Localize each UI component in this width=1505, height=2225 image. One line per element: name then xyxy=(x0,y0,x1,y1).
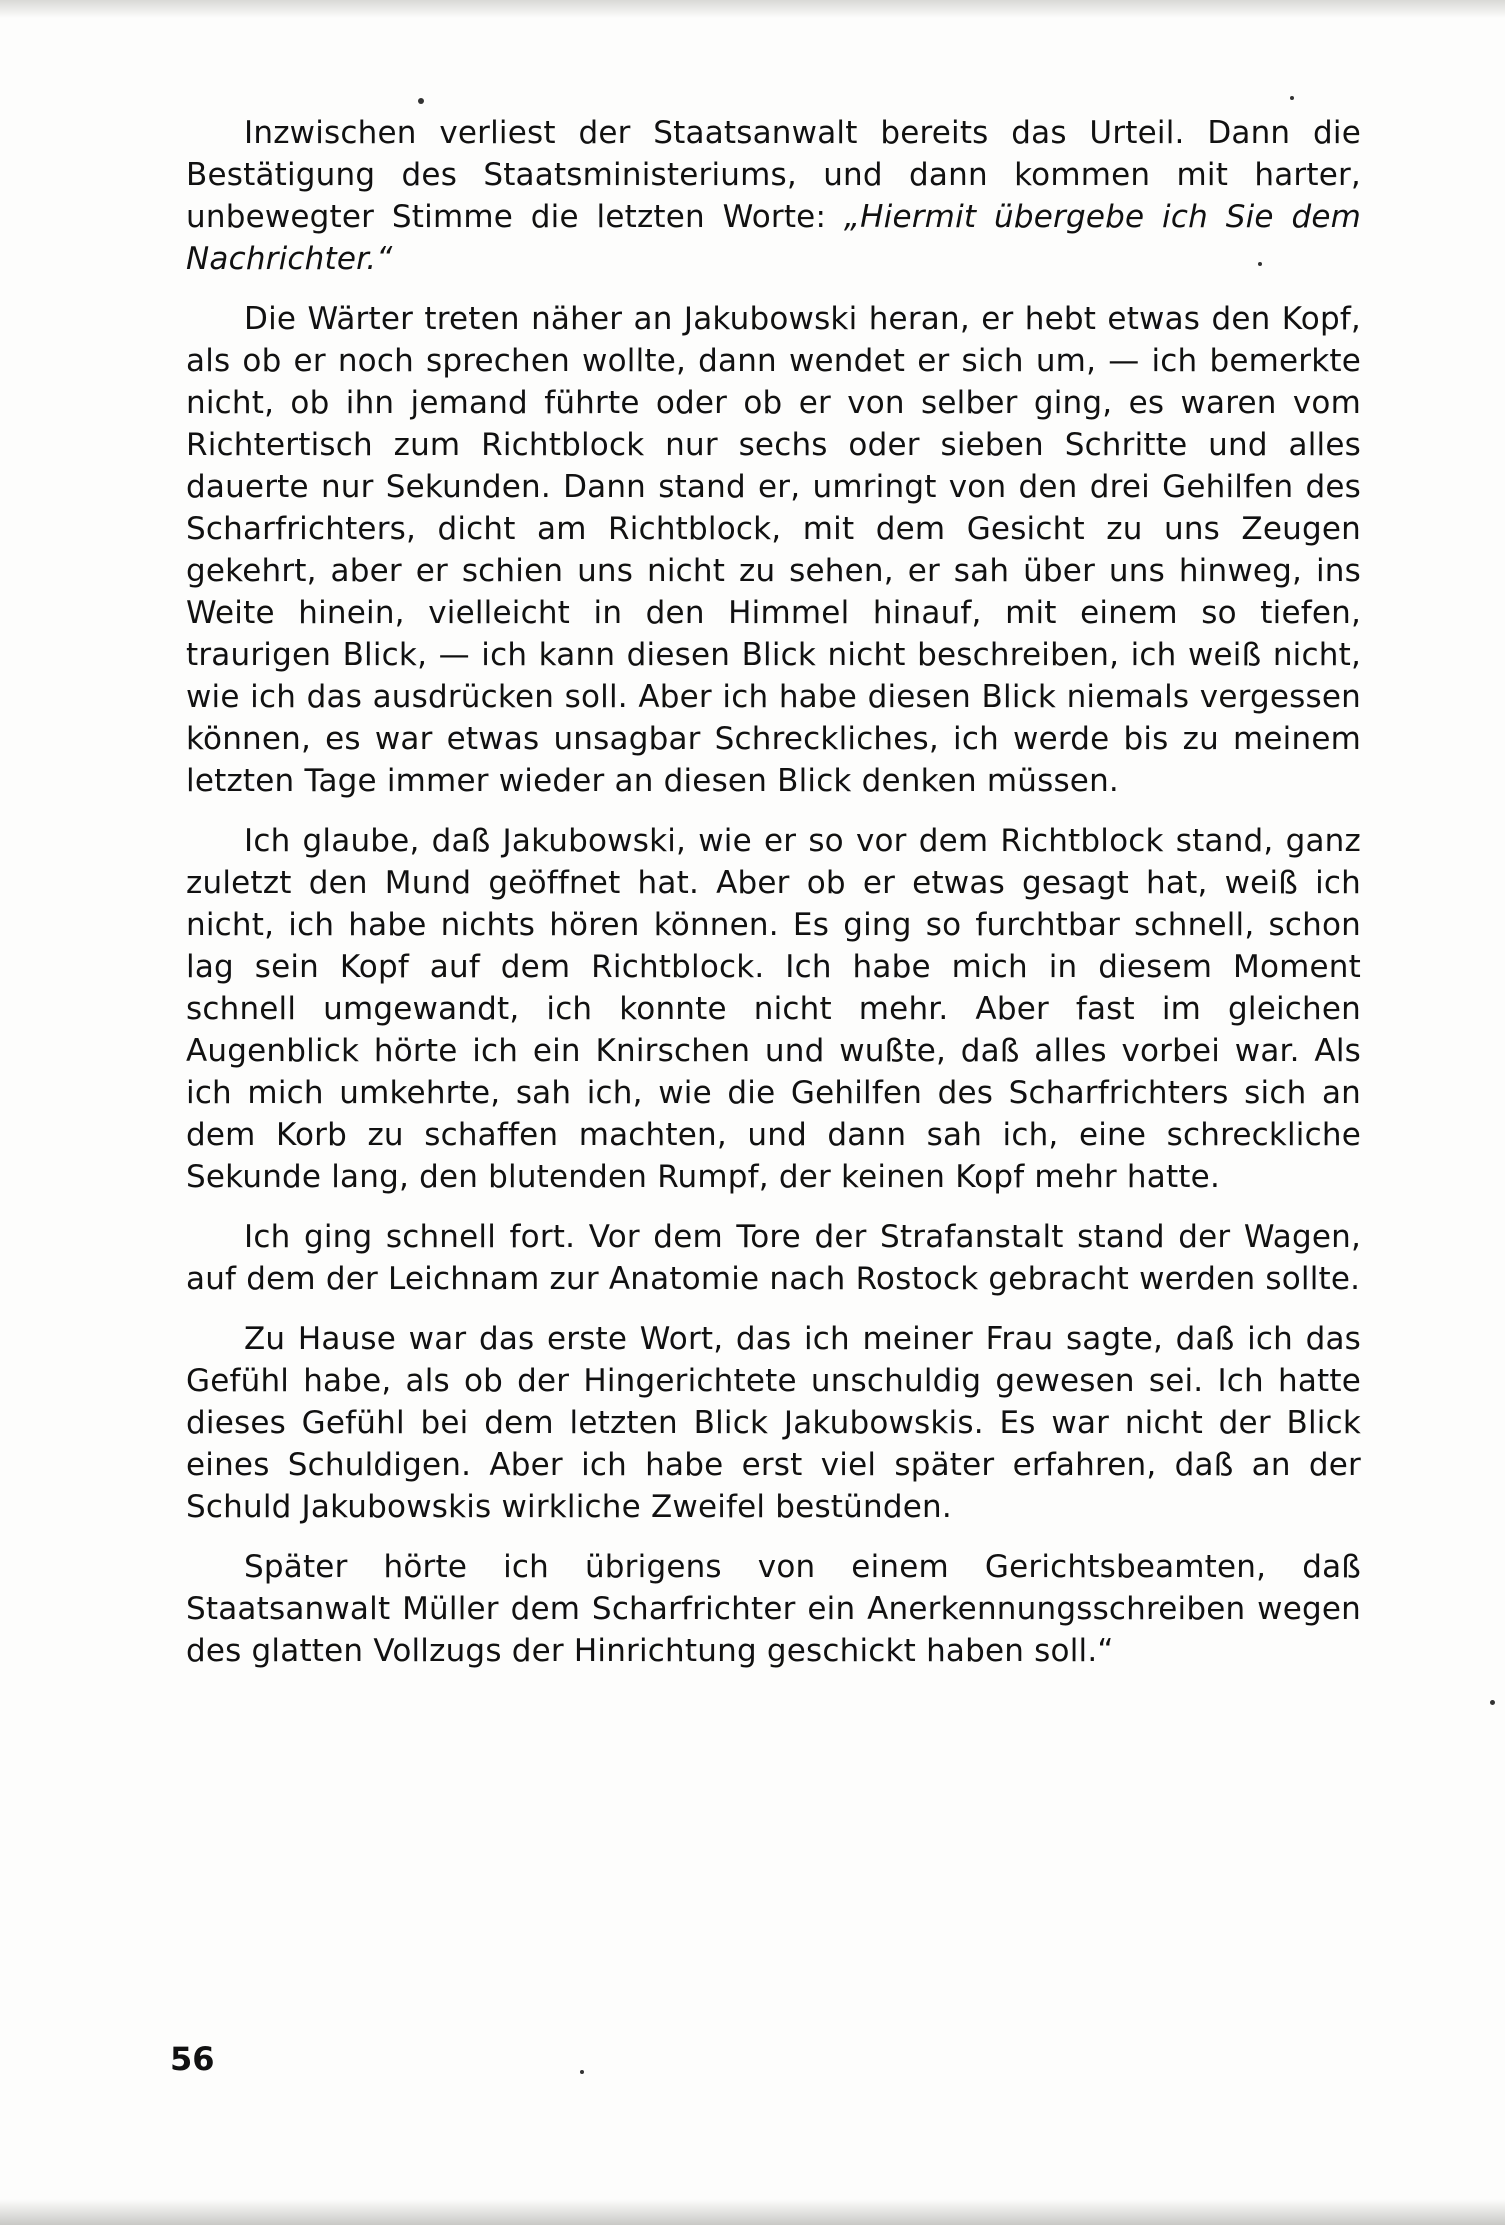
page-bottom-edge xyxy=(0,2199,1505,2225)
paragraph-1 xyxy=(186,112,1361,280)
print-speck xyxy=(1258,262,1262,266)
print-speck xyxy=(1490,1700,1495,1705)
page-number: 56 xyxy=(170,2040,215,2078)
paragraph-1-quote: „Hiermit übergebe ich Sie dem Nachrichter.“ xyxy=(186,199,1361,277)
paragraph-2: Die Wärter treten näher an Jakubowski heran, er hebt etwas den Kopf, als ob er noch sprechen wollte, dann wendet er sich um, — ich bemerkte nicht, ob ihn jemand führte oder ob er von selber ging, es waren vom Richtertisch zum Richtblock nur sechs oder sieben Schritte und alles dauerte nur Sekunden. Dann stand er, umringt von den drei Gehilfen des Scharfrichters, dicht am Richtblock, mit dem Gesicht zu uns Zeugen gekehrt, aber er schien uns nicht zu sehen, er sah über uns hinweg, ins Weite hinein, vielleicht in den Himmel hinauf, mit einem so tiefen, traurigen Blick, — ich kann diesen Blick nicht beschreiben, ich weiß nicht, wie ich das ausdrücken soll. Aber ich habe diesen Blick niemals vergessen können, es war etwas unsagbar Schreckliches, ich werde bis zu meinem letzten Tage immer wieder an diesen Blick denken müssen. xyxy=(186,301,1361,799)
print-speck xyxy=(1290,96,1294,100)
page-top-edge xyxy=(0,0,1505,18)
body-text xyxy=(186,112,1361,1690)
paragraph-4: Ich ging schnell fort. Vor dem Tore der Strafanstalt stand der Wagen, auf dem der Leichnam zur Anatomie nach Rostock gebracht werden sollte. xyxy=(186,1219,1361,1297)
paragraph-5: Zu Hause war das erste Wort, das ich meiner Frau sagte, daß ich das Gefühl habe, als ob der Hingerichtete unschuldig gewesen sei. Ich hatte dieses Gefühl bei dem letzten Blick Jakubowskis. Es war nicht der Blick eines Schuldigen. Aber ich habe erst viel später erfahren, daß an der Schuld Jakubowskis wirkliche Zweifel bestünden. xyxy=(186,1321,1361,1525)
paragraph-3: Ich glaube, daß Jakubowski, wie er so vor dem Richtblock stand, ganz zuletzt den Mund geöffnet hat. Aber ob er etwas gesagt hat, weiß ich nicht, ich habe nichts hören können. Es ging so furchtbar schnell, schon lag sein Kopf auf dem Richtblock. Ich habe mich in diesem Moment schnell umgewandt, ich konnte nicht mehr. Aber fast im gleichen Augenblick hörte ich ein Knirschen und wußte, daß alles vorbei war. Als ich mich umkehrte, sah ich, wie die Gehilfen des Scharfrichters sich an dem Korb zu schaffen machten, und dann sah ich, eine schreckliche Sekunde lang, den blutenden Rumpf, der keinen Kopf mehr hatte. xyxy=(186,823,1361,1195)
print-speck xyxy=(580,2070,584,2074)
paragraph-6: Später hörte ich übrigens von einem Gerichtsbeamten, daß Staatsanwalt Müller dem Scharfrichter ein Anerkennungsschreiben wegen des glatten Vollzugs der Hinrichtung geschickt haben soll.“ xyxy=(186,1549,1361,1669)
paragraph-1-text: Inzwischen verliest der Staatsanwalt bereits das Urteil. Dann die Bestätigung des Staatsministeriums, und dann kommen mit harter, unbewegter Stimme die letzten Worte: xyxy=(186,115,1361,235)
print-speck xyxy=(418,98,424,104)
